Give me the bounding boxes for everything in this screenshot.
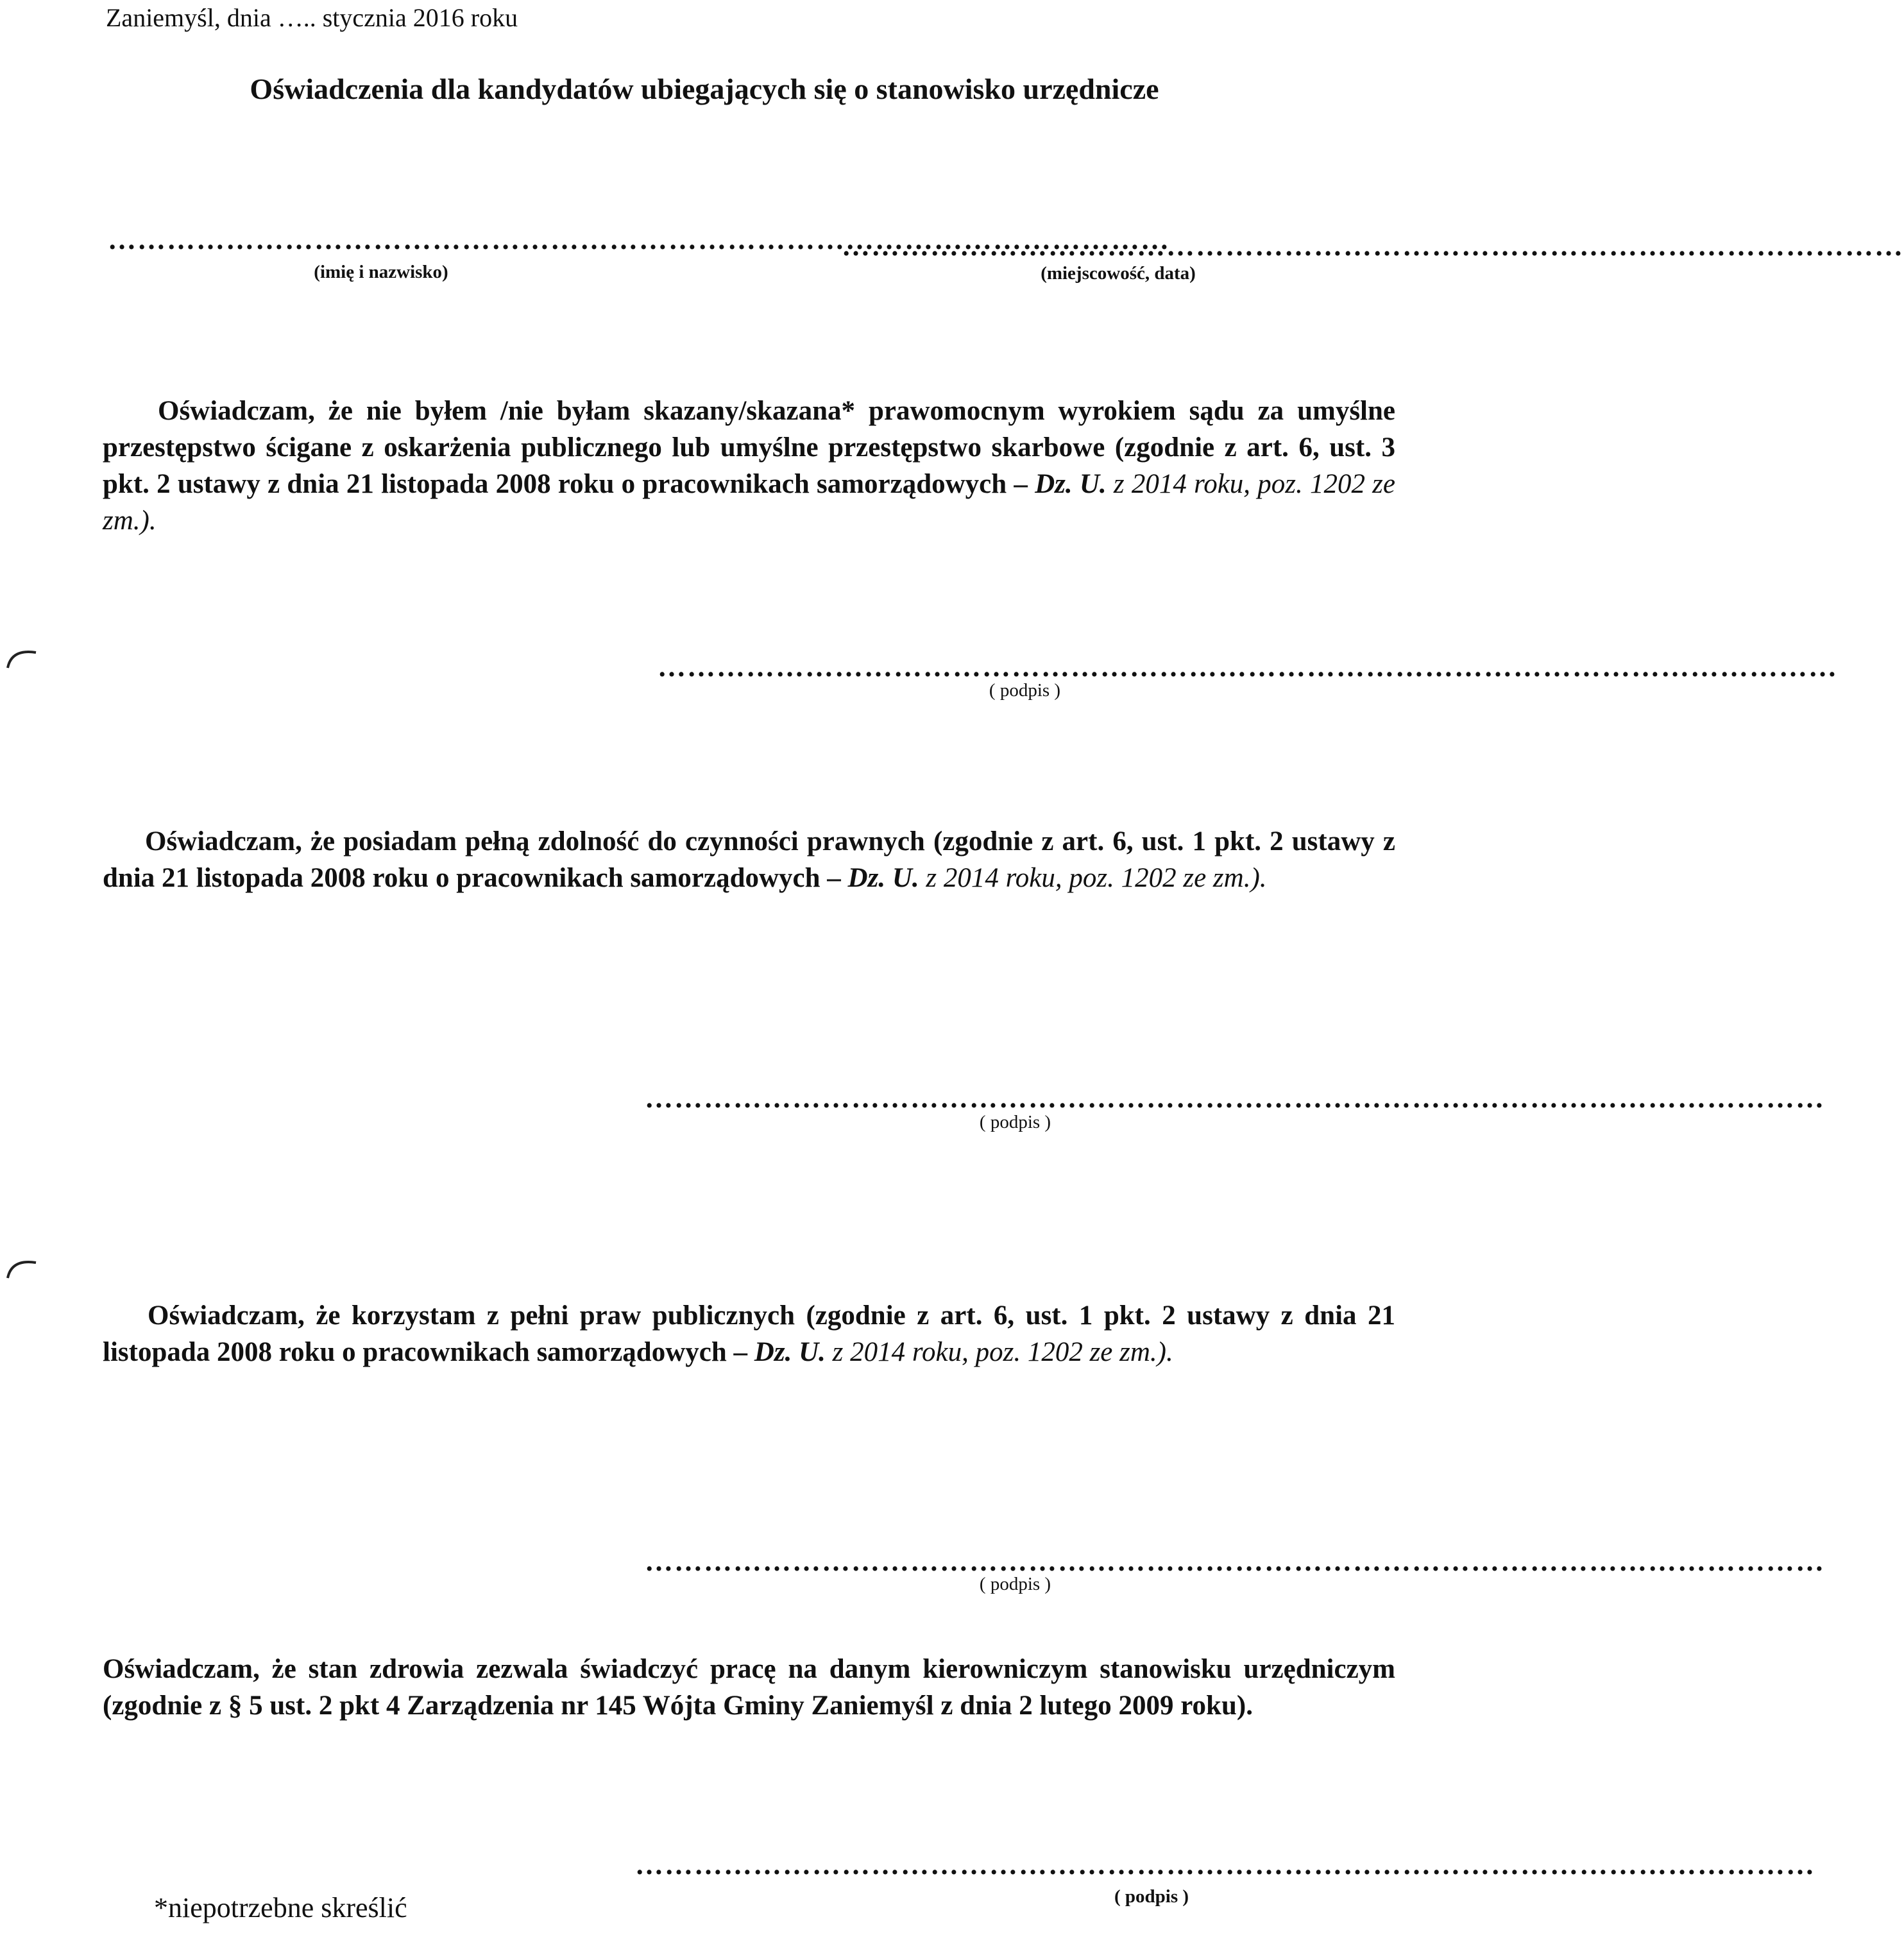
name-caption: (imię i nazwisko) [314,262,448,282]
signature-field-2[interactable]: ………………………………………………………………………………………………………… [645,1082,1825,1114]
signature-field-4[interactable]: ………………………………………………………………………………………………………… [635,1849,1815,1880]
place-date-caption: (miejscowość, data) [1041,263,1196,284]
statement-dz: Dz. U. [1035,469,1107,499]
footnote: *niepotrzebne skreślić [154,1892,407,1923]
name-field[interactable]: ……………………………………………………………………………………………… [108,224,1170,255]
signature-caption-1: ( podpis ) [989,680,1061,701]
statement-public-rights [103,1297,1395,1370]
statement-health [103,1651,1395,1724]
place-date-field[interactable]: ……………………………………………………………………………………………… [842,230,1904,262]
statement-text: Oświadczam, że posiadam pełną zdolność do czynności prawnych (zgodnie z art. 6, ust. 1 pkt. 2 ustawy z dnia 21 listopada 2008 roku o pracownikach samorządowych – [103,826,1395,893]
signature-field-1[interactable]: ………………………………………………………………………………………………………… [658,651,1838,683]
statement-citation: z 2014 roku, poz. 1202 ze zm.). [103,469,1395,536]
statement-text: Oświadczam, że korzystam z pełni praw publicznych (zgodnie z art. 6, ust. 1 pkt. 2 ustawy z dnia 21 listopada 2008 roku o pracownikach samorządowych – [103,1300,1395,1367]
signature-caption-4: ( podpis ) [1114,1886,1189,1907]
statement-text: Oświadczam, że nie byłem /nie byłam skazany/skazana* prawomocnym wyrokiem sądu za umyślne przestępstwo ścigane z oskarżenia publicznego lub umyślne przestępstwo skarbowe (zgodnie z art. 6, ust. 3 pkt. 2 ustawy z dnia 21 listopada 2008 roku o pracownikach samorządowych – [103,396,1395,499]
place-date-line: Zaniemyśl, dnia ….. stycznia 2016 roku [106,3,518,32]
statement-text: Oświadczam, że stan zdrowia zezwala świadczyć pracę na danym kierowniczym stanowisku urzędniczym (zgodnie z § 5 ust. 2 pkt 4 Zarządzenia nr 145 Wójta Gminy Zaniemyśl z dnia 2 lutego 2009 roku). [103,1654,1395,1721]
statement-legal-capacity [103,823,1395,896]
statement-dz: Dz. U. [754,1337,826,1367]
statement-citation: z 2014 roku, poz. 1202 ze zm.). [825,1337,1173,1367]
document-title: Oświadczenia dla kandydatów ubiegających się o stanowisko urzędnicze [250,72,1159,105]
statement-citation: z 2014 roku, poz. 1202 ze zm.). [919,863,1267,893]
signature-field-3[interactable]: ………………………………………………………………………………………………………… [645,1546,1825,1577]
signature-caption-2: ( podpis ) [979,1112,1051,1132]
statement-criminal-record [103,393,1395,539]
punch-hole-mark [5,1255,46,1281]
punch-hole-mark [5,645,46,670]
signature-caption-3: ( podpis ) [979,1574,1051,1594]
statement-dz: Dz. U. [847,863,919,893]
